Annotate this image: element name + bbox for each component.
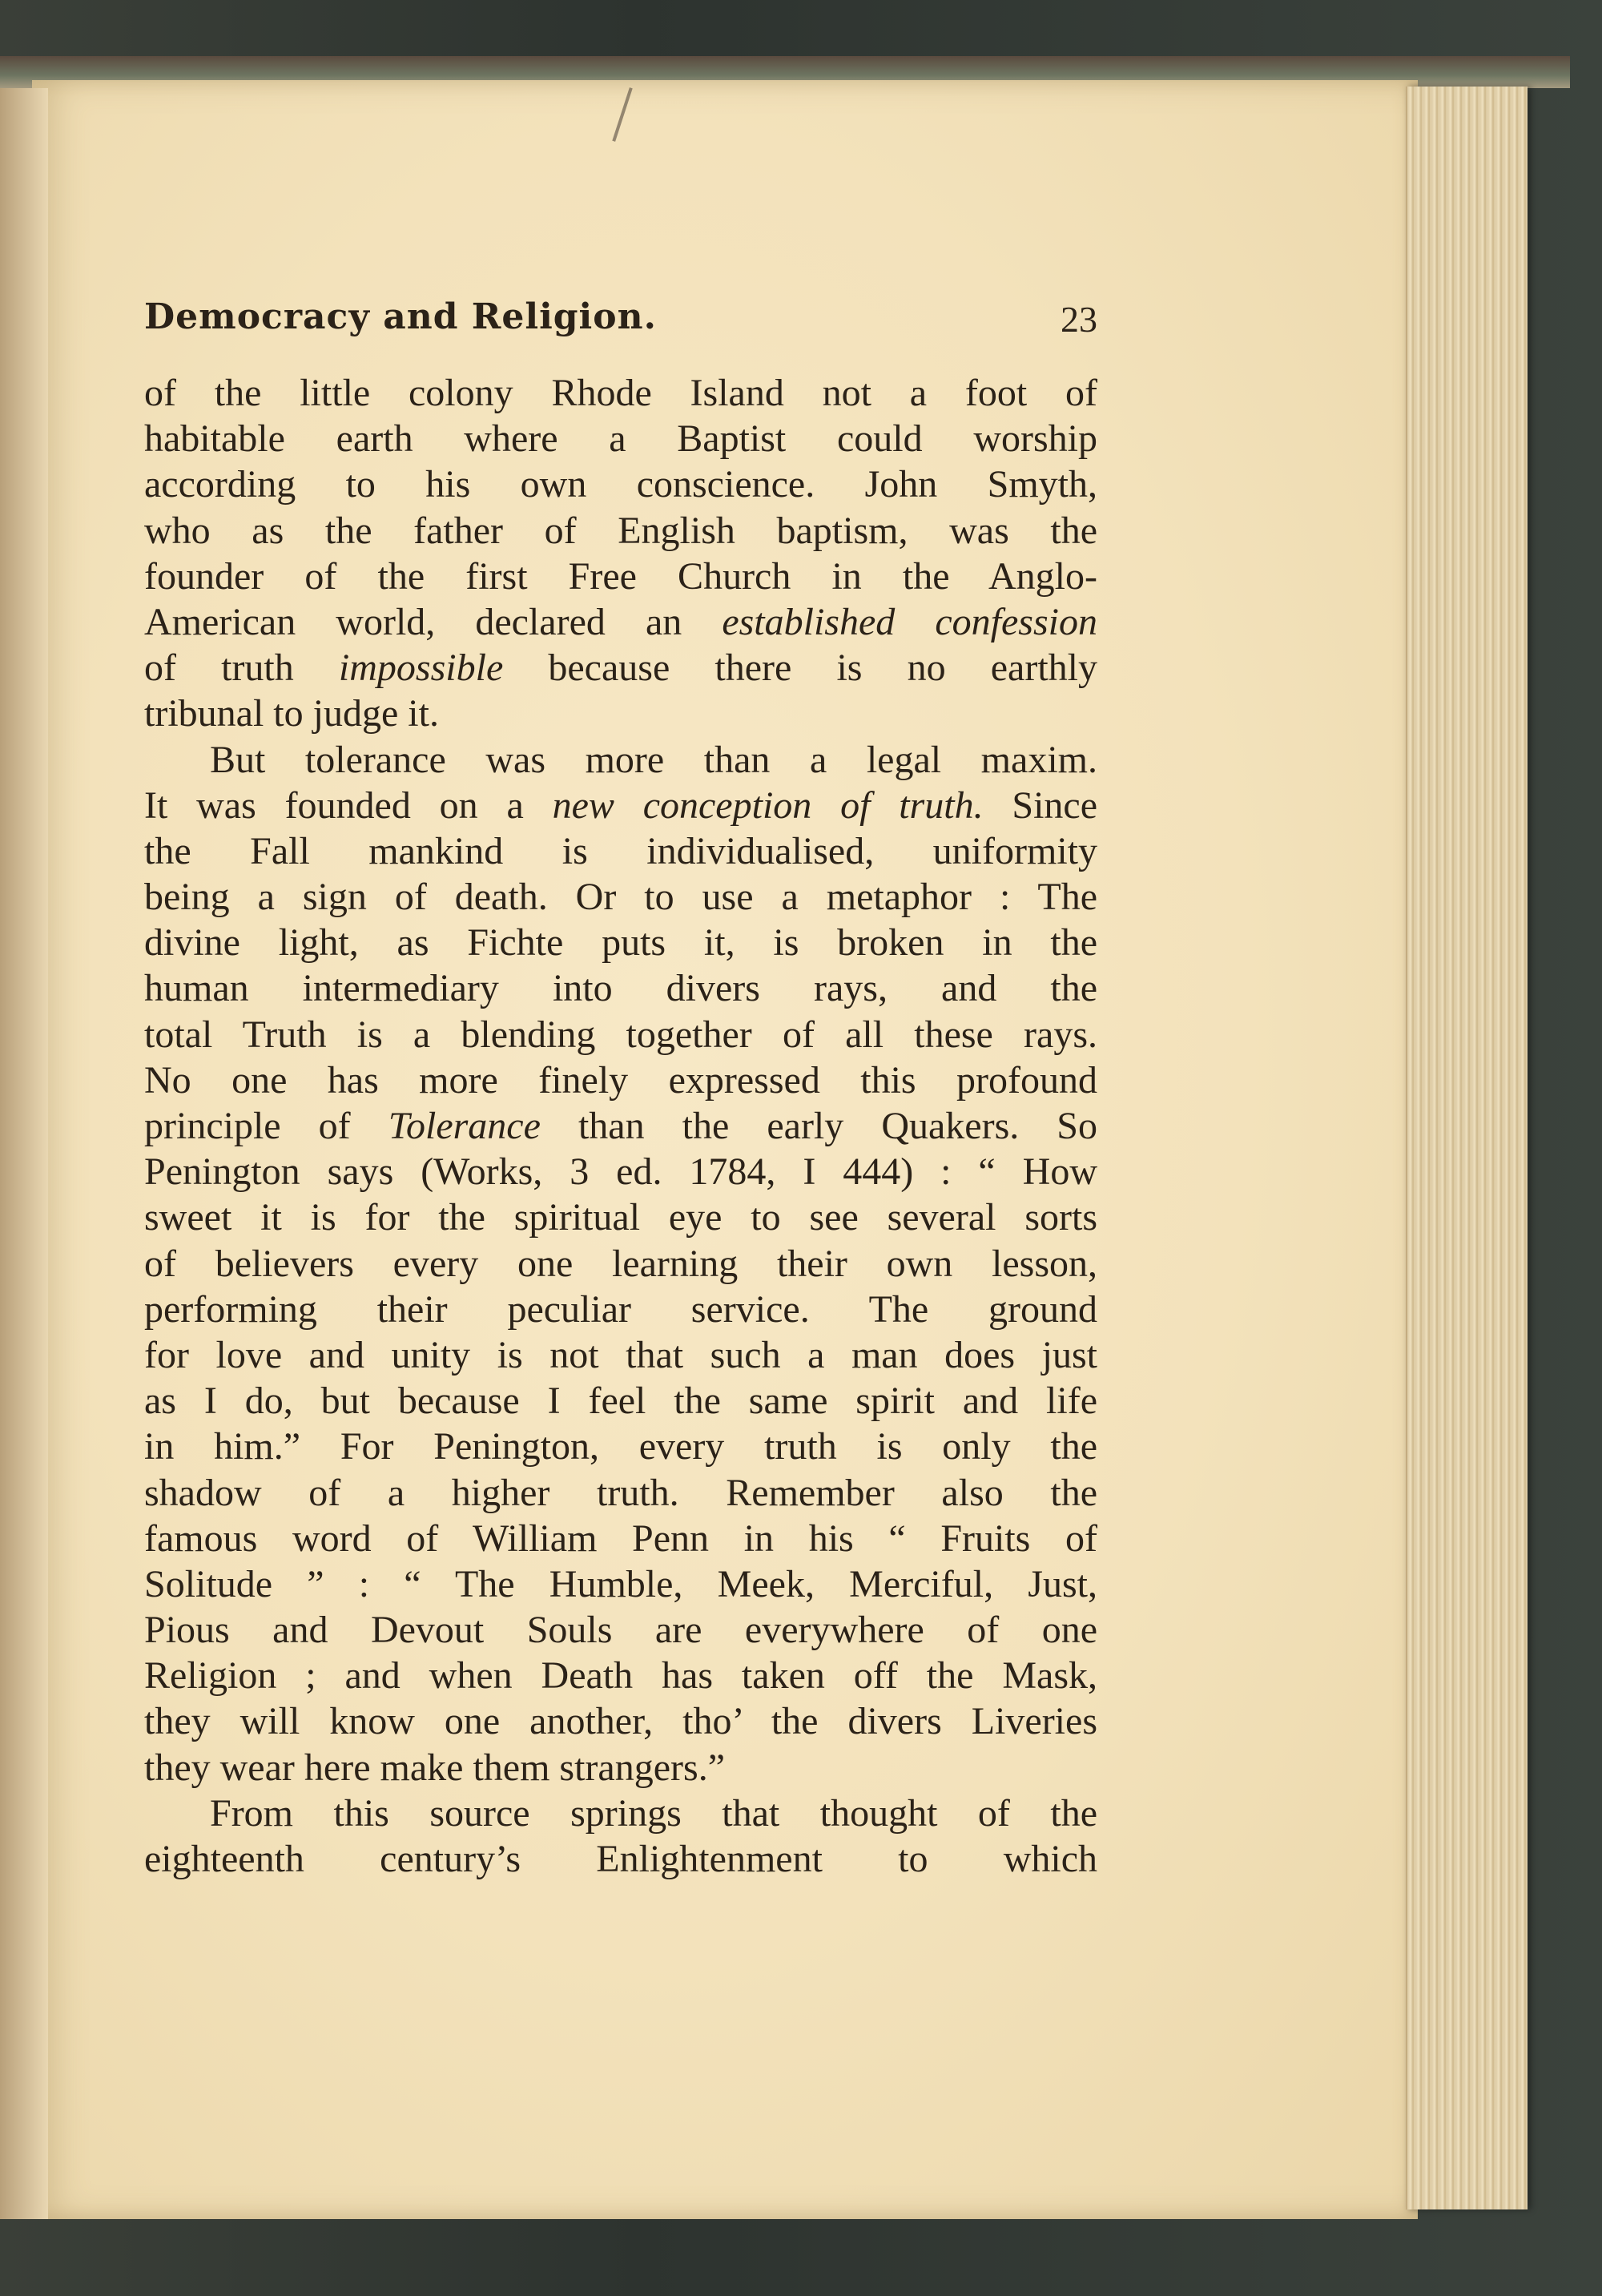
body-text <box>144 370 1097 1882</box>
text-line: human intermediary into divers rays, and the <box>144 967 1097 1010</box>
text-line: total Truth is a blending together of all these rays. <box>144 1013 1097 1056</box>
text-line: No one has more finely expressed this profound <box>144 1058 1097 1102</box>
text-line: Pious and Devout Souls are everywhere of one <box>144 1609 1097 1652</box>
page-number: 23 <box>1061 299 1097 340</box>
emphasis-text: Tolerance <box>388 1105 541 1147</box>
text-run: It was founded on a <box>144 783 553 827</box>
text-line: shadow of a higher truth. Remember also the <box>144 1471 1097 1514</box>
text-line: they wear here make them strangers.” <box>144 1746 725 1789</box>
text-run: Since <box>983 783 1098 827</box>
text-line: the Fall mankind is individualised, uniformity <box>144 829 1097 872</box>
text-line: performing their peculiar service. The ground <box>144 1287 1097 1331</box>
text-line: being a sign of death. Or to use a metaphor : The <box>144 876 1097 919</box>
text-line: But tolerance was more than a legal maxim. <box>210 738 1097 781</box>
emphasis-text: impossible <box>338 647 504 690</box>
running-head <box>144 288 1097 344</box>
text-line: sweet it is for the spiritual eye to see several sorts <box>144 1196 1097 1239</box>
text-line: famous word of William Penn in his “ Fruits of <box>144 1517 1097 1560</box>
text-line <box>144 645 1097 691</box>
text-line <box>144 599 1097 645</box>
text-line: habitable earth where a Baptist could worship <box>144 417 1097 461</box>
text-run: American world, declared an <box>144 600 723 643</box>
text-line: Penington says (Works, 3 ed. 1784, I 444) : “ How <box>144 1150 1097 1194</box>
text-line: divine light, as Fichte puts it, is broken in the <box>144 921 1097 965</box>
text-run: principle of <box>144 1105 388 1147</box>
text-line: of the little colony Rhode Island not a foot of <box>144 372 1097 414</box>
text-line: Solitude ” : “ The Humble, Meek, Merciful, Just, <box>144 1562 1097 1605</box>
text-line: Religion ; and when Death has taken off the Mask, <box>144 1654 1097 1698</box>
text-line <box>144 783 1097 828</box>
emphasis-text: new conception of truth. <box>552 783 984 827</box>
text-line: as I do, but because I feel the same spirit and life <box>144 1380 1097 1423</box>
text-line: of believers every one learning their own lesson, <box>144 1242 1097 1285</box>
text-line: From this source springs that thought of the <box>210 1791 1097 1835</box>
text-line: tribunal to judge it. <box>144 692 439 735</box>
emphasis-text: established confession <box>722 600 1097 643</box>
text-run: than the early Quakers. So <box>540 1105 1097 1147</box>
text-line: in him.” For Penington, every truth is only the <box>144 1425 1097 1468</box>
page-gutter <box>0 88 48 2219</box>
page-fore-edge <box>1406 87 1528 2209</box>
running-head-title: Democracy and Religion. <box>144 296 657 337</box>
text-line: for love and unity is not that such a man does just <box>144 1333 1097 1376</box>
text-line: who as the father of English baptism, was the <box>144 509 1097 552</box>
text-run: of truth <box>144 647 339 690</box>
text-line: eighteenth century’s Enlightenment to which <box>144 1838 1097 1880</box>
text-line: founder of the first Free Church in the Anglo- <box>144 554 1097 598</box>
text-line: according to his own conscience. John Smyth, <box>144 463 1097 506</box>
text-line <box>144 1103 1097 1149</box>
text-line: they will know one another, tho’ the divers Liveries <box>144 1700 1097 1743</box>
text-run: because there is no earthly <box>503 647 1098 690</box>
